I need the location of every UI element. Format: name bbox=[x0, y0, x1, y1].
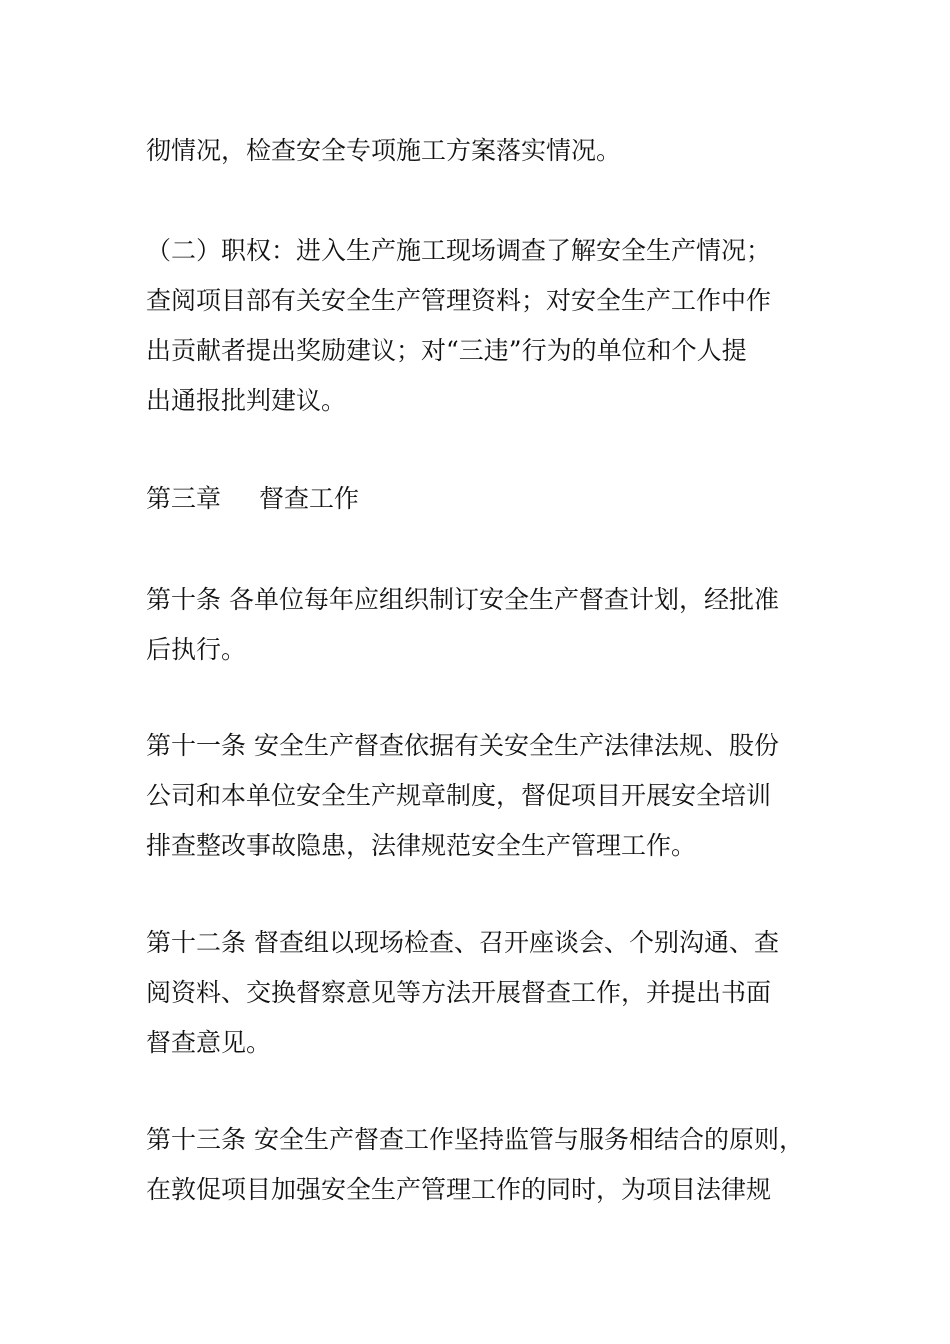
text-line: 彻情况，检查安全专项施工方案落实情况。 bbox=[146, 136, 622, 165]
chapter-number: 第三章 bbox=[146, 484, 222, 513]
text-line: 阅资料、交换督察意见等方法开展督查工作，并提出书面 bbox=[146, 978, 772, 1007]
text-line: 出贡献者提出奖励建议；对“三违”行为的单位和个人提 bbox=[146, 336, 747, 365]
paragraph-article-12 bbox=[146, 918, 826, 1068]
chapter-title: 督查工作 bbox=[259, 484, 360, 513]
text-line: 查阅项目部有关安全生产管理资料；对安全生产工作中作 bbox=[146, 286, 772, 315]
text-line: 第十三条 安全生产督查工作坚持监管与服务相结合的原则， bbox=[146, 1125, 804, 1154]
text-line: 排查整改事故隐患，法律规范安全生产管理工作。 bbox=[146, 831, 697, 860]
text-line: 在敦促项目加强安全生产管理工作的同时，为项目法律规 bbox=[146, 1175, 772, 1204]
paragraph-article-11 bbox=[146, 721, 826, 871]
text-line: 公司和本单位安全生产规章制度，督促项目开展安全培训 bbox=[146, 781, 772, 810]
text-line: （二）职权：进入生产施工现场调查了解安全生产情况； bbox=[146, 236, 772, 265]
text-line: 督查意见。 bbox=[146, 1028, 272, 1057]
chapter-heading bbox=[146, 474, 826, 524]
text-line: 第十一条 安全生产督查依据有关安全生产法律法规、股份 bbox=[146, 731, 779, 760]
paragraph-authority bbox=[146, 226, 826, 426]
paragraph-article-10 bbox=[146, 575, 826, 675]
text-line: 第十二条 督查组以现场检查、召开座谈会、个别沟通、查 bbox=[146, 928, 779, 957]
paragraph-continuation bbox=[146, 126, 826, 176]
paragraph-article-13 bbox=[146, 1115, 826, 1215]
text-line: 第十条 各单位每年应组织制订安全生产督查计划，经批准 bbox=[146, 585, 779, 614]
text-line: 出通报批判建议。 bbox=[146, 386, 347, 415]
text-line: 后执行。 bbox=[146, 635, 247, 664]
